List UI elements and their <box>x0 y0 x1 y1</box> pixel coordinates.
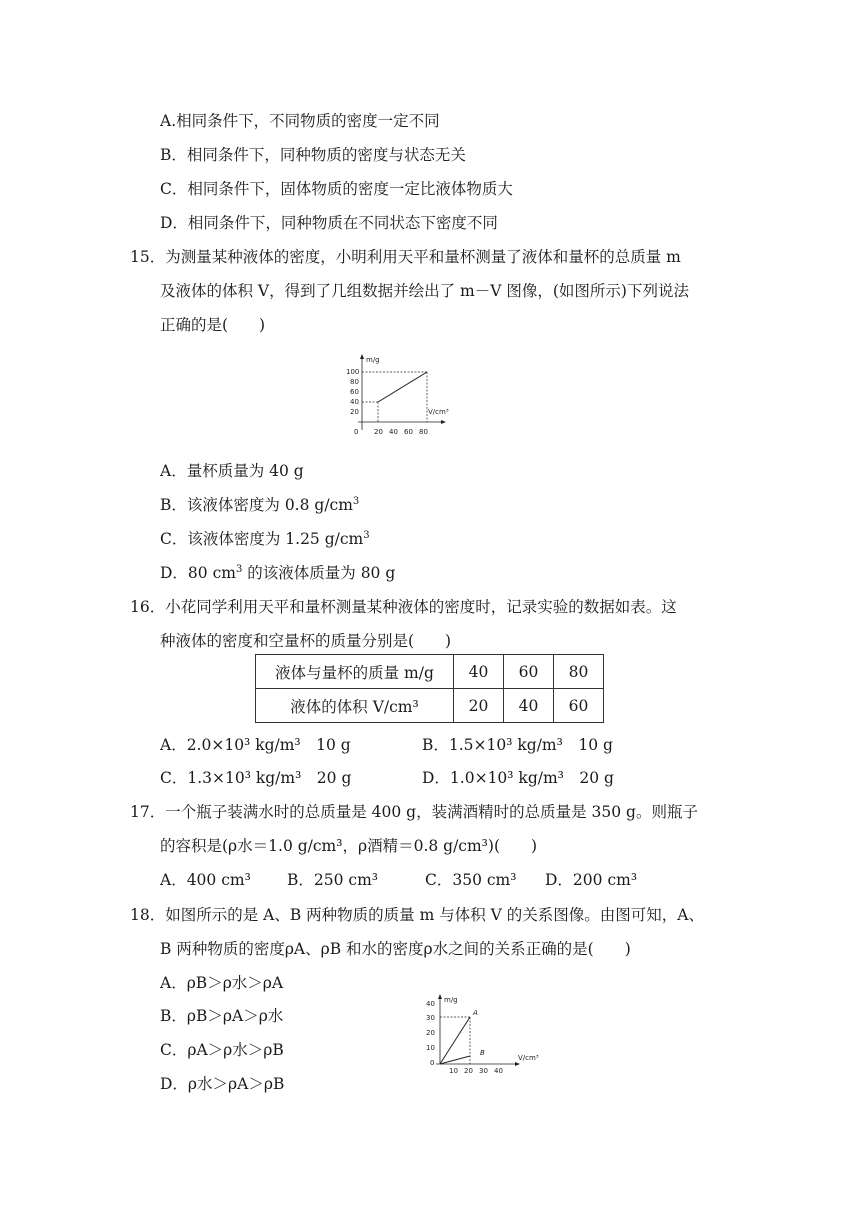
q18-ytick-10: 10 <box>426 1044 435 1052</box>
q18-y-axis-label: m/g <box>444 996 458 1004</box>
q15-ytick-100: 100 <box>346 368 360 376</box>
q15-option-b-sup: 3 <box>352 495 360 507</box>
q15-option-c <box>160 529 370 549</box>
q18-stem-line2: B 两种物质的密度ρA、ρB 和水的密度ρ水之间的关系正确的是( ) <box>160 940 631 958</box>
q16-option-b: B．1.5×10³ kg/m³ 10 g <box>422 736 613 754</box>
q17-stem-line1: 17．一个瓶子装满水时的总质量是 400 g，装满酒精时的总质量是 350 g。则瓶子 <box>130 803 698 821</box>
table-row <box>256 655 604 689</box>
q15-xtick-20: 20 <box>374 428 383 436</box>
q15-option-c-sup: 3 <box>363 529 370 541</box>
q16-option-d: D．1.0×10³ kg/m³ 20 g <box>422 769 614 787</box>
q14-option-a: A.相同条件下，不同物质的密度一定不同 <box>160 112 440 130</box>
q15-y-arrow <box>360 354 364 359</box>
q18-mv-graph <box>418 992 548 1078</box>
q18-option-b: B．ρB＞ρA＞ρ水 <box>160 1007 284 1025</box>
q18-x-axis-label: V/cm³ <box>518 1054 539 1062</box>
q16-row1-cell: 80 <box>554 655 604 689</box>
q18-ytick-40: 40 <box>426 1000 435 1008</box>
q18-xtick-40: 40 <box>494 1067 503 1075</box>
q15-option-d-text: D．80 cm <box>160 564 236 582</box>
q17-option-d: D．200 cm³ <box>545 871 638 889</box>
q16-row1-cell: 40 <box>454 655 504 689</box>
q14-option-c: C．相同条件下，固体物质的密度一定比液体物质大 <box>160 180 513 198</box>
q15-x-arrow <box>441 420 446 424</box>
q14-option-b: B．相同条件下，同种物质的密度与状态无关 <box>160 146 466 164</box>
q18-option-a: A．ρB＞ρ水＞ρA <box>160 974 284 992</box>
q18-ytick-30: 30 <box>426 1014 435 1022</box>
q16-stem-line2: 种液体的密度和空量杯的质量分别是( ) <box>160 632 452 650</box>
q15-mv-graph <box>332 352 452 440</box>
q16-row1-cell: 60 <box>504 655 554 689</box>
q18-xtick-30: 30 <box>479 1067 488 1075</box>
q15-ytick-20: 20 <box>350 408 359 416</box>
q18-xtick-10: 10 <box>449 1067 458 1075</box>
q18-option-d: D．ρ水＞ρA＞ρB <box>160 1075 285 1093</box>
q17-option-a: A．400 cm³ <box>160 871 251 889</box>
q15-y-axis-label: m/g <box>366 356 380 364</box>
q15-ytick-60: 60 <box>350 388 359 396</box>
q18-x-arrow <box>515 1062 520 1066</box>
q15-x-axis-label: V/cm³ <box>428 408 449 416</box>
q15-ytick-40: 40 <box>350 398 359 406</box>
q17-option-c: C．350 cm³ <box>425 871 517 889</box>
q15-option-c-text: C．该液体密度为 1.25 g/cm <box>160 530 364 548</box>
q16-stem-line1: 16．小花同学利用天平和量杯测量某种液体的密度时，记录实验的数据如表。这 <box>130 598 677 616</box>
q16-row2-cell: 40 <box>504 689 554 723</box>
q15-option-b <box>160 495 359 515</box>
q18-series-b-label: B <box>480 1049 485 1057</box>
q15-stem-line2: 及液体的体积 V，得到了几组数据并绘出了 m－V 图像，(如图所示)下列说法 <box>160 282 689 300</box>
q18-ytick-0: 0 <box>430 1059 435 1067</box>
q16-option-a: A．2.0×10³ kg/m³ 10 g <box>160 736 351 754</box>
q16-option-c: C．1.3×10³ kg/m³ 20 g <box>160 769 352 787</box>
q18-xtick-20: 20 <box>464 1067 473 1075</box>
q15-option-d-text2: 的该液体质量为 80 g <box>242 564 396 582</box>
q16-data-table <box>255 654 604 723</box>
q16-row2-cell: 20 <box>454 689 504 723</box>
q18-ytick-20: 20 <box>426 1029 435 1037</box>
q15-xtick-80: 80 <box>419 428 428 436</box>
q18-option-c: C．ρA＞ρ水＞ρB <box>160 1041 284 1059</box>
q15-option-b-text: B．该液体密度为 0.8 g/cm <box>160 496 353 514</box>
q15-stem-line1: 15．为测量某种液体的密度，小明利用天平和量杯测量了液体和量杯的总质量 m <box>130 248 681 266</box>
q14-option-d: D．相同条件下，同种物质在不同状态下密度不同 <box>160 214 498 232</box>
q16-row2-label: 液体的体积 V/cm³ <box>256 689 454 723</box>
q15-option-d-sup: 3 <box>235 563 243 575</box>
q15-stem-line3: 正确的是( ) <box>160 316 266 334</box>
q15-xtick-0: 0 <box>354 428 359 436</box>
q15-option-a: A．量杯质量为 40 g <box>160 462 304 480</box>
q15-xtick-40: 40 <box>389 428 398 436</box>
q18-y-arrow <box>438 994 442 999</box>
q18-stem-line1: 18．如图所示的是 A、B 两种物质的质量 m 与体积 V 的关系图像。由图可知，A、 <box>130 906 704 924</box>
q15-xtick-60: 60 <box>404 428 413 436</box>
q16-row1-label: 液体与量杯的质量 m/g <box>256 655 454 689</box>
q15-mv-line <box>378 372 427 402</box>
q15-option-d <box>160 563 395 583</box>
q18-series-a-label: A <box>473 1009 478 1017</box>
q17-stem-line2: 的容积是(ρ水＝1.0 g/cm³，ρ酒精＝0.8 g/cm³)( ) <box>160 837 538 855</box>
q16-row2-cell: 60 <box>554 689 604 723</box>
q17-option-b: B．250 cm³ <box>287 871 378 889</box>
table-row <box>256 689 604 723</box>
q15-ytick-80: 80 <box>350 378 359 386</box>
